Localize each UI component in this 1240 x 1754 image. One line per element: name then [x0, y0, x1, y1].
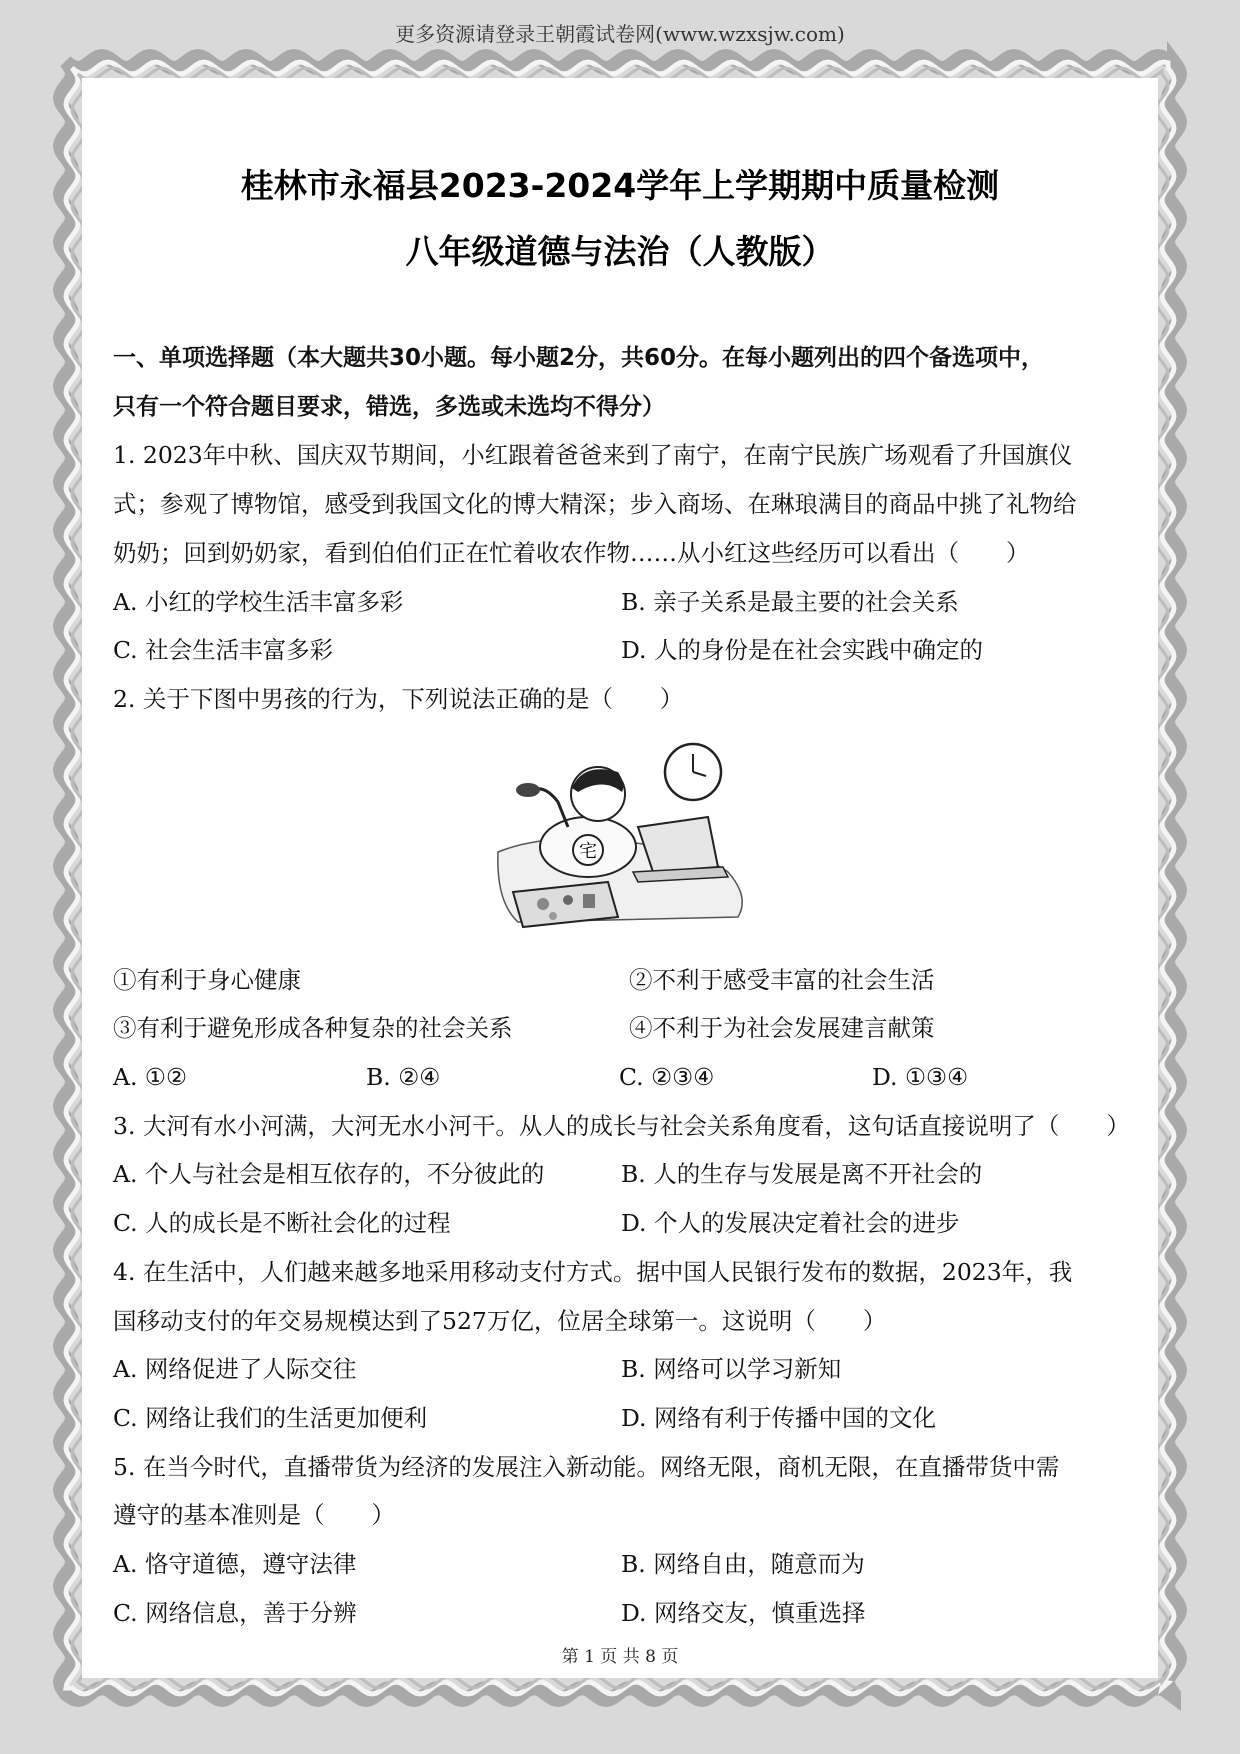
boy-lying-with-laptop-illustration	[488, 732, 758, 932]
option-c[interactable]: C. 网络让我们的生活更加便利	[113, 1403, 428, 1432]
statement-1: ①有利于身心健康	[113, 965, 301, 994]
question-5-options	[113, 1540, 1133, 1589]
question-2-stem: 2. 关于下图中男孩的行为，下列说法正确的是（ ）	[113, 684, 684, 713]
option-d[interactable]: D. ①③④	[872, 1063, 969, 1092]
statement-4: ④不利于为社会发展建言献策	[629, 1014, 935, 1043]
question-4-options	[113, 1345, 1133, 1394]
section-heading: 一、单项选择题（本大题共30小题。每小题2分，共60分。在每小题列出的四个备选项中，	[113, 345, 1045, 371]
statement-2: ②不利于感受丰富的社会生活	[629, 965, 935, 994]
question-5-options	[113, 1589, 1133, 1638]
exam-title: 桂林市永福县2023-2024学年上学期期中质量检测	[240, 166, 1000, 205]
option-a[interactable]: A. 网络促进了人际交往	[113, 1355, 357, 1384]
option-d[interactable]: D. 个人的发展决定着社会的进步	[621, 1209, 960, 1238]
question-2-figure	[113, 724, 1133, 956]
question-1-stem: 1. 2023年中秋、国庆双节期间，小红跟着爸爸来到了南宁，在南宁民族广场观看了升国旗仪	[113, 441, 1073, 470]
question-2-options	[113, 1053, 1133, 1102]
question-3-options	[113, 1150, 1133, 1199]
option-b[interactable]: B. ②④	[366, 1063, 441, 1092]
question-1-options	[113, 578, 1133, 627]
option-a[interactable]: A. 恪守道德，遵守法律	[113, 1550, 357, 1579]
question-4-stem: 国移动支付的年交易规模达到了527万亿，位居全球第一。这说明（ ）	[113, 1306, 887, 1335]
option-b[interactable]: B. 网络自由，随意而为	[621, 1550, 865, 1579]
question-1-stem: 奶奶；回到奶奶家，看到伯伯们正在忙着收农作物……从小红这些经历可以看出（ ）	[113, 538, 1030, 567]
question-1-options	[113, 626, 1133, 675]
option-b[interactable]: B. 人的生存与发展是离不开社会的	[621, 1160, 983, 1189]
question-5-stem: 遵守的基本准则是（ ）	[113, 1501, 395, 1530]
option-c[interactable]: C. 人的成长是不断社会化的过程	[113, 1209, 451, 1238]
option-c[interactable]: C. 网络信息，善于分辨	[113, 1598, 357, 1627]
shirt-character: 宅	[579, 840, 597, 862]
section-heading-cont: 只有一个符合题目要求，错选，多选或未选均不得分）	[113, 393, 665, 420]
option-a[interactable]: A. ①②	[113, 1063, 188, 1092]
option-d[interactable]: D. 人的身份是在社会实践中确定的	[621, 636, 983, 665]
question-1-stem: 式；参观了博物馆，感受到我国文化的博大精深；步入商场、在琳琅满目的商品中挑了礼物给	[113, 490, 1077, 519]
site-header: 更多资源请登录王朝霞试卷网(www.wzxsjw.com)	[395, 22, 845, 46]
question-2-statements	[113, 956, 1133, 1005]
option-b[interactable]: B. 亲子关系是最主要的社会关系	[621, 587, 959, 616]
exam-subtitle: 八年级道德与法治（人教版）	[405, 232, 835, 271]
page-number: 第 1 页 共 8 页	[561, 1647, 679, 1667]
option-c[interactable]: C. ②③④	[619, 1063, 715, 1092]
question-4-options	[113, 1394, 1133, 1443]
statement-3: ③有利于避免形成各种复杂的社会关系	[113, 1014, 513, 1043]
question-3-options	[113, 1199, 1133, 1248]
option-b[interactable]: B. 网络可以学习新知	[621, 1355, 842, 1384]
question-2-statements	[113, 1004, 1133, 1053]
option-d[interactable]: D. 网络有利于传播中国的文化	[621, 1403, 936, 1432]
option-c[interactable]: C. 社会生活丰富多彩	[113, 636, 334, 665]
question-5-stem: 5. 在当今时代，直播带货为经济的发展注入新动能。网络无限，商机无限，在直播带货中需	[113, 1452, 1060, 1481]
option-a[interactable]: A. 小红的学校生活丰富多彩	[113, 587, 404, 616]
question-content	[113, 334, 1133, 1637]
question-3-stem: 3. 大河有水小河满，大河无水小河干。从人的成长与社会关系角度看，这句话直接说明了（ ）	[113, 1111, 1130, 1140]
question-4-stem: 4. 在生活中，人们越来越多地采用移动支付方式。据中国人民银行发布的数据，2023年，我	[113, 1257, 1073, 1286]
option-d[interactable]: D. 网络交友，慎重选择	[621, 1598, 866, 1627]
option-a[interactable]: A. 个人与社会是相互依存的，不分彼此的	[113, 1160, 545, 1189]
